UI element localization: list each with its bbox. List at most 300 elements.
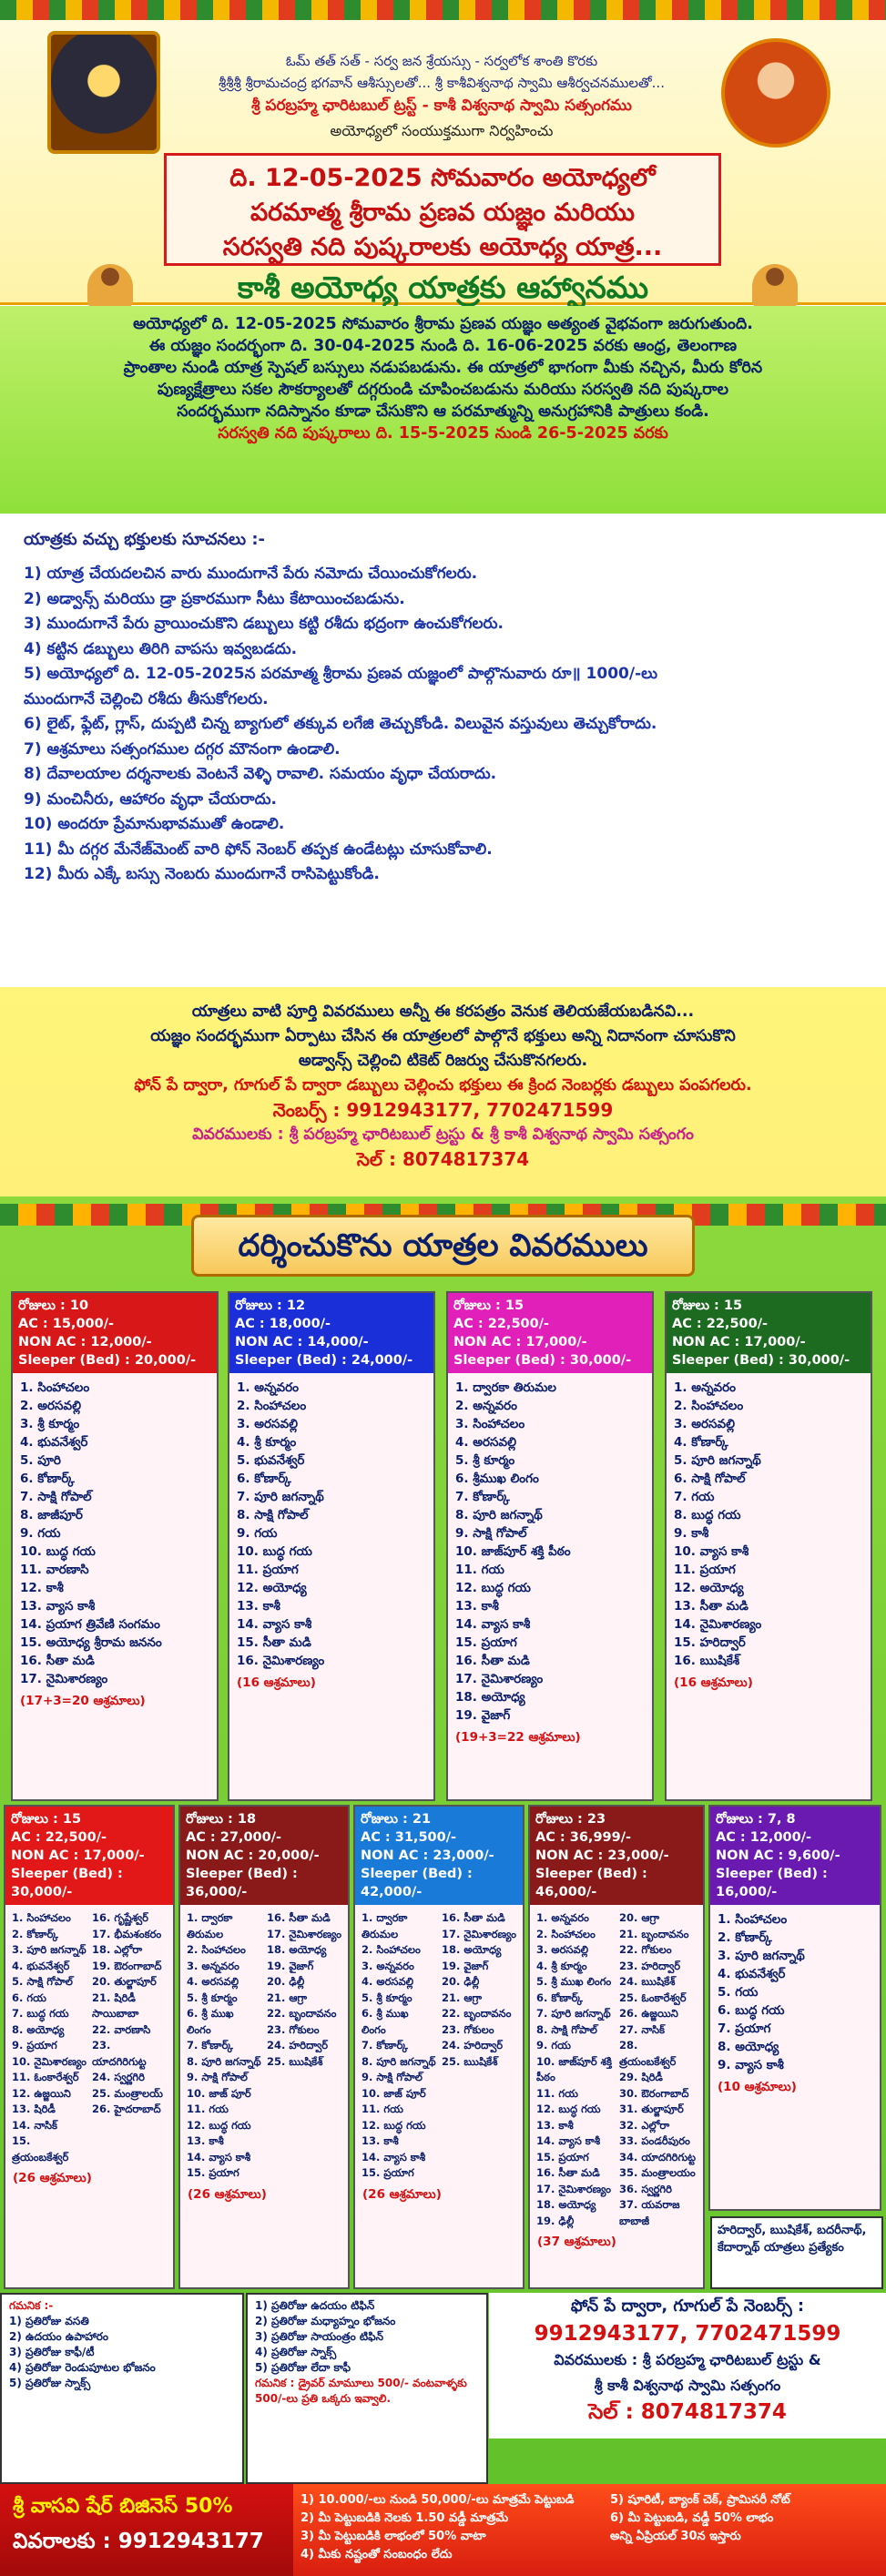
instructions xyxy=(0,514,886,987)
tour-nonac: NON AC : 23,000/- xyxy=(535,1848,669,1863)
swami-photo xyxy=(721,38,830,148)
tour-place: 14. వ్యాస కాశీ xyxy=(362,2150,426,2164)
tour-place: 17. నైమిశారణ్యం xyxy=(442,1927,516,1940)
tour-card xyxy=(528,1805,705,2289)
contact-block xyxy=(489,2293,886,2439)
tour-place: 8. బుద్ధ గయ xyxy=(674,1508,741,1522)
tour-place: 11. గయ xyxy=(455,1563,504,1577)
tour-place: 30. ఔరంగాబాద్ xyxy=(619,2086,689,2100)
tour-place: 15. ప్రయాగ xyxy=(362,2166,414,2179)
tour-days: రోజులు : 23 xyxy=(535,1812,606,1827)
tour-place: 29. షిరిడీ xyxy=(619,2071,663,2083)
tour-details-title: దర్శించుకొను యాత్రల వివరములు xyxy=(191,1215,695,1277)
instruction-item: 9) మంచినీరు, ఆహారం వృధా చేయరాదు. xyxy=(24,789,277,809)
tour-place: 5. సాక్షి గోపాల్ xyxy=(12,1975,73,1988)
tour-days: రోజులు : 15 xyxy=(672,1298,743,1313)
notes-mid xyxy=(246,2293,488,2484)
contact-line: ఫోన్ పే ద్వారా, గూగుల్ పే నెంబర్స్ : xyxy=(570,2296,805,2316)
tour-place: 16. సీతా మడి xyxy=(455,1654,530,1668)
deity-image xyxy=(47,31,160,154)
tour-ashrams: (16 ఆశ్రమాలు) xyxy=(674,1675,753,1690)
tour-place: 15. హరిద్వార్ xyxy=(674,1635,746,1650)
event-title-1: ది. 12-05-2025 సోమవారం అయోధ్యలో xyxy=(229,164,656,192)
intro-line: ఈ యజ్ఞం సందర్భంగా ది. 30-04-2025 నుండి ది. 16-06-2025 వరకు ఆంధ్ర, తెలంగాణ xyxy=(148,337,738,355)
instruction-item: 7) ఆశ్రమాలు సత్సంగముల దగ్గర మౌనంగా ఉండాలి. xyxy=(24,739,341,759)
tour-nonac: NON AC : 17,000/- xyxy=(11,1848,145,1863)
tour-place: 7. కోణార్క్ xyxy=(362,2039,408,2052)
footer-ad-phone: వివరాలకు : 9912943177 xyxy=(13,2530,264,2553)
tour-nonac: NON AC : 20,000/- xyxy=(186,1848,320,1863)
tour-place: 19. వైజాగ్ xyxy=(267,1959,314,1972)
tour-place: 18. అయోధ్య xyxy=(455,1690,525,1705)
notes-left-item: 4) ప్రతిరోజు రెండుపూటల భోజనం xyxy=(9,2361,156,2374)
tour-place: 22. వారణాసి xyxy=(92,2022,151,2036)
contact-org: వివరములకు : శ్రీ పరబ్రహ్మ ఛారిటబుల్ ట్రస్టు & శ్రీ కాశీ విశ్వనాథ స్వామి సత్సంగం xyxy=(192,1125,694,1144)
tour-place: 5. పూరి xyxy=(20,1453,61,1468)
tour-place: 26. హైదరాబాద్ xyxy=(92,2103,161,2115)
tour-place: 25. ఋషికేశ్ xyxy=(442,2054,498,2068)
tour-details-header xyxy=(0,1204,886,1286)
tour-ac: AC : 31,500/- xyxy=(361,1830,457,1845)
tour-place: 2. కోణార్క్ xyxy=(718,1930,772,1945)
tour-place: 7. బుద్ధ గయ xyxy=(12,2007,69,2020)
tour-place: 10. వ్యాస కాశీ xyxy=(674,1544,749,1559)
tour-place: 16. సీతా మడి xyxy=(20,1654,95,1668)
tour-card xyxy=(4,1805,175,2289)
tour-place: 20. ఆగ్రా xyxy=(619,1911,660,1924)
tour-place: 11. గయ xyxy=(536,2086,578,2100)
instruction-item: ముందుగానే చెల్లించి రశీదు తీసుకోగలరు. xyxy=(24,689,269,708)
tour-place: 11. గయ xyxy=(187,2103,229,2115)
tour-ashrams: (37 ఆశ్రమాలు) xyxy=(537,2235,616,2249)
tour-card xyxy=(11,1291,219,1801)
footer-term: 4) మీకు నష్టంతో సంబంధం లేదు xyxy=(300,2548,453,2561)
tour-place: 18. ఎల్లోరా xyxy=(92,1943,143,1956)
instruction-item: 8) దేవాలయాల దర్శనాలకు వెంటనే వెళ్ళి రావాలి. సమయం వృధా చేయరాదు. xyxy=(24,765,497,783)
tour-sleeper: Sleeper (Bed) : 42,000/- xyxy=(361,1867,473,1899)
tour-places-columns xyxy=(355,1905,523,2187)
tour-place: 4. శ్రీ కూర్మం xyxy=(237,1435,297,1450)
notes-mid-note: గమనిక : డ్రైవర్ మామూలు 500/- వంటవాళ్ళకు 500/-లు ప్రతి ఒక్కరు ఇవ్వాలి. xyxy=(255,2377,467,2405)
tour-place: 19. వైజాగ్ xyxy=(455,1708,511,1723)
tour-nonac: NON AC : 9,600/- xyxy=(716,1848,840,1863)
tour-place: 35. మంత్రాలయం xyxy=(619,2166,696,2179)
tour-place: 10. జాజ్ పూర్ xyxy=(362,2086,426,2100)
tour-place: 5. శ్రీ కూర్మం xyxy=(455,1453,515,1468)
tour-place: 36. స్వర్ణగిరి xyxy=(619,2182,672,2195)
footer-term: అన్ని ఏప్రియల్ 30న ఇస్తారు xyxy=(610,2530,741,2543)
instructions-list xyxy=(24,562,862,888)
tour-place: 24. హరిద్వార్ xyxy=(442,2039,504,2052)
tour-ac: AC : 22,500/- xyxy=(672,1317,769,1331)
tour-place: 16. సీతా మడి xyxy=(442,1911,505,1924)
notes-left xyxy=(0,2293,244,2484)
tour-card xyxy=(178,1805,350,2289)
tour-place: 12. కాశీ xyxy=(20,1581,64,1595)
tour-place: 10. జాజ్ పూర్ xyxy=(187,2086,251,2100)
tour-nonac: NON AC : 14,000/- xyxy=(235,1335,369,1349)
tour-places-columns xyxy=(5,1905,173,2171)
tour-place: 8. పూరి జగన్నాథ్ xyxy=(455,1508,543,1522)
tour-place: 15. ప్రయాగ xyxy=(187,2166,239,2179)
tour-card-header xyxy=(710,1807,880,1905)
tour-place: 32. ఎల్లోరా xyxy=(619,2118,670,2132)
tour-place: 14. వ్యాస కాశీ xyxy=(187,2150,251,2164)
tour-place: 14. నాసిక్ xyxy=(12,2118,58,2132)
tour-place: 6. శ్రీ ముఖ లింగం xyxy=(362,2007,409,2036)
tour-place: 1. అన్నవరం xyxy=(536,1911,589,1924)
tour-place: 21. షిరిడీ సాయిబాబా xyxy=(92,1991,139,2020)
tour-place: 4. అరసవల్లి xyxy=(455,1435,516,1450)
tour-place: 14. వ్యాస కాశీ xyxy=(455,1617,531,1632)
tour-place: 23. గోకులం xyxy=(267,2022,320,2036)
tour-places xyxy=(264,1909,344,2184)
notes-left-heading: గమనిక :- xyxy=(9,2299,54,2312)
tour-places xyxy=(9,1909,89,2167)
tour-place: 4. భువనేశ్వర్ xyxy=(12,1959,70,1972)
tour-place: 9. ప్రయాగ xyxy=(12,2039,57,2052)
tour-places xyxy=(229,1373,433,1675)
instruction-item: 11) మీ దగ్గర మేనేజ్‌మెంట్ వారి ఫోన్ నెంబర్ తప్పక ఉండేటట్లు చూసుకోవాలి. xyxy=(24,840,493,859)
tour-place: 21. ఆగ్రా xyxy=(442,1991,483,2004)
tour-place: 10. జాజ్‌పూర్ శక్తి పీఠం xyxy=(455,1544,571,1559)
tour-ac: AC : 22,500/- xyxy=(453,1317,550,1331)
notes-mid-item: 2) ప్రతిరోజు మధ్యాహ్నం భోజనం xyxy=(255,2315,396,2327)
tour-ashrams: (19+3=22 ఆశ్రమాలు) xyxy=(455,1730,581,1745)
footer-ad xyxy=(0,2484,293,2576)
tour-places xyxy=(13,1373,217,1694)
tour-places-columns xyxy=(180,1905,348,2187)
tour-place: 6. సాక్షి గోపాల్ xyxy=(674,1471,746,1486)
tour-place: 10. బుద్ధ గయ xyxy=(20,1544,96,1559)
tour-place: 4. అరసవల్లి xyxy=(362,1975,414,1988)
tour-places xyxy=(359,1909,439,2184)
tour-place: 1. ద్వారకా తిరుమల xyxy=(362,1911,408,1940)
tour-ac: AC : 36,999/- xyxy=(535,1830,632,1845)
tour-place: 20. ఢిల్లీ xyxy=(442,1975,480,1988)
tour-place: 14. నైమిశారణ్యం xyxy=(674,1617,762,1632)
tour-sleeper: Sleeper (Bed) : 30,000/- xyxy=(11,1867,123,1899)
cell-number: సెల్ : 8074817374 xyxy=(356,1148,530,1170)
tour-place: 3. అన్నవరం xyxy=(187,1959,239,1972)
tour-place: 9. కాశీ xyxy=(674,1526,709,1541)
tour-places xyxy=(184,1909,264,2184)
tour-place: 6. గయ xyxy=(12,1991,46,2004)
tour-place: 5. శ్రీ ముఖ లింగం xyxy=(536,1975,612,1988)
tour-place: 8. అయోధ్య xyxy=(718,2040,779,2054)
tour-place: 16. సీతా మడి xyxy=(267,1911,331,1924)
tour-place: 7. గయ xyxy=(674,1490,715,1504)
tour-place: 13. వ్యాస కాశీ xyxy=(20,1599,96,1614)
instruction-item: 3) ముందుగానే పేరు వ్రాయించుకొని డబ్బులు కట్టి రశీదు భద్రంగా ఉంచుకోగలరు. xyxy=(24,615,504,633)
tour-place: 3. అరసవల్లి xyxy=(237,1417,298,1431)
contact-numbers: 9912943177, 7702471599 xyxy=(534,2322,841,2346)
header-bunting xyxy=(0,0,886,20)
tour-place: 1. అన్నవరం xyxy=(674,1380,736,1395)
tour-place: 1. సింహాచలం xyxy=(20,1380,90,1395)
tour-place: 13. కాశీ xyxy=(455,1599,499,1614)
tour-place: 9. సాక్షి గోపాల్ xyxy=(362,2071,423,2083)
header-line-2: శ్రీశ్రీశ్రీ శ్రీరామచంద్ర భగవాన్ ఆశీస్సులతో... శ్రీ కాశీవిశ్వనాథ స్వామి ఆశీర్వచనములతో... xyxy=(219,75,665,91)
details-line: యాత్రలు వాటి పూర్తి వివరములు అన్నీ ఈ కరపత్రం వెనుక తెలియజేయబడినవి... xyxy=(191,1003,695,1021)
notes-mid-item: 4) ప్రతిరోజు స్నాక్స్ xyxy=(255,2346,337,2358)
tour-places xyxy=(534,1909,616,2231)
tour-place: 34. యాదగిరిగుట్ట xyxy=(619,2150,697,2164)
tour-place: 31. తుల్జాపూర్ xyxy=(619,2103,684,2115)
contact-line: శ్రీ కాశీ విశ్వనాథ స్వామి సత్సంగం xyxy=(594,2377,781,2394)
tour-place: 12. బుద్ధ గయ xyxy=(187,2118,251,2132)
instructions-heading: యాత్రకు వచ్చు భక్తులకు సూచనలు :- xyxy=(24,530,265,549)
tour-place: 37. యవరాజ బాబాజీ xyxy=(619,2198,680,2227)
tour-place: 26. ఉజ్జయిని xyxy=(619,2007,678,2020)
tour-place: 12. ఉజ్జయిని xyxy=(12,2086,71,2100)
header-line-4: అయోధ్యలో సంయుక్తముగా నిర్వహించు xyxy=(330,122,554,139)
tour-place: 12. అయోధ్య xyxy=(674,1581,744,1595)
notes-mid-item: 5) ప్రతిరోజు లేదా కాఫీ xyxy=(255,2361,351,2374)
tour-place: 18. అయోధ్య xyxy=(442,1943,502,1956)
tour-place: 4. భువనేశ్వర్ xyxy=(20,1435,88,1450)
tour-place: 4. కోణార్క్ xyxy=(674,1435,728,1450)
tour-sleeper: Sleeper (Bed) : 20,000/- xyxy=(18,1353,197,1368)
tour-place: 7. పూరి జగన్నాథ్ xyxy=(536,2007,611,2020)
tour-ac: AC : 22,500/- xyxy=(11,1830,107,1845)
tour-place: 14. ప్రయాగ త్రివేణి సంగమం xyxy=(20,1617,160,1632)
tour-card-header xyxy=(229,1293,433,1373)
tour-place: 3. పూరి జగన్నాథ్ xyxy=(12,1943,87,1956)
tour-place: 10. నైమిశారణ్యం xyxy=(12,2054,87,2068)
tour-place: 12. అయోధ్య xyxy=(237,1581,307,1595)
tour-place: 17. నైమిశారణ్యం xyxy=(455,1672,544,1686)
instruction-item: 2) అడ్వాన్స్ మరియు డ్రా ప్రకారముగా సీటు కేటాయించబడును. xyxy=(24,589,405,608)
tour-places xyxy=(448,1373,652,1730)
tour-card xyxy=(353,1805,524,2289)
event-title-box xyxy=(164,153,721,266)
tour-card-header xyxy=(180,1807,348,1905)
tour-place: 17. నైమిశారణ్యం xyxy=(267,1927,341,1940)
tour-place: 15. త్రయంబకేశ్వర్ xyxy=(12,2134,69,2164)
tour-place: 12. బుద్ధ గయ xyxy=(455,1581,531,1595)
tour-place: 6. కోణార్క్ xyxy=(237,1471,291,1486)
tour-places xyxy=(616,1909,699,2231)
tour-place: 22. బృందావనం xyxy=(267,2007,337,2020)
tour-place: 15. అయోధ్య శ్రీరామ జననం xyxy=(20,1635,162,1650)
tour-place: 3. సింహాచలం xyxy=(455,1417,525,1431)
details-band xyxy=(0,987,886,1196)
tour-places xyxy=(710,1905,880,2080)
tour-days: రోజులు : 15 xyxy=(453,1298,524,1313)
tour-days: రోజులు : 7, 8 xyxy=(716,1812,796,1827)
tour-card xyxy=(446,1291,654,1801)
tour-place: 7. కోణార్క్ xyxy=(187,2039,233,2052)
footer-term: 1) 10.000/-లు నుండి 50,000/-లు మాత్రమే పెట్టుబడి xyxy=(300,2493,575,2507)
tour-place: 10. జాజ్‌పూర్ శక్తి పీఠం xyxy=(536,2054,613,2083)
tour-place: 2. సింహాచలం xyxy=(674,1399,744,1413)
tour-places-columns xyxy=(530,1905,703,2235)
tour-sleeper: Sleeper (Bed) : 24,000/- xyxy=(235,1353,413,1368)
footer-terms-1 xyxy=(293,2484,603,2576)
tour-place: 11. ప్రయాగ xyxy=(237,1563,299,1577)
tour-place: 15. ప్రయాగ xyxy=(455,1635,517,1650)
tour-place: 13. కాశీ xyxy=(187,2134,224,2147)
tour-ac: AC : 27,000/- xyxy=(186,1830,282,1845)
tour-place: 33. పండరీపురం xyxy=(619,2134,690,2147)
tour-place: 1. ద్వారకా తిరుమల xyxy=(455,1380,556,1395)
tour-place: 3. అరసవల్లి xyxy=(536,1943,589,1956)
footer xyxy=(0,2484,886,2576)
intro-line: పుణ్యక్షేత్రాలు సకల సౌకర్యాలతో దగ్గరుండి చూపించబడును మరియు సరస్వతి నది పుష్కరాల xyxy=(157,381,729,399)
notes-left-item: 5) ప్రతిరోజు స్నాక్స్ xyxy=(9,2377,91,2389)
tour-place: 17. భీమశంకరం xyxy=(92,1927,162,1940)
tour-nonac: NON AC : 17,000/- xyxy=(453,1335,587,1349)
tour-place: 22. గోకులం xyxy=(619,1943,672,1956)
tour-place: 9. సాక్షి గోపాల్ xyxy=(187,2071,248,2083)
tour-ashrams: (16 ఆశ్రమాలు) xyxy=(237,1675,316,1690)
tour-place: 9. సాక్షి గోపాల్ xyxy=(455,1526,527,1541)
tour-days: రోజులు : 21 xyxy=(361,1812,432,1827)
tour-place: 9. గయ xyxy=(536,2039,571,2052)
tour-place: 9. వ్యాస కాశీ xyxy=(718,2058,784,2072)
tour-place: 11. గయ xyxy=(362,2103,403,2115)
tour-place: 9. గయ xyxy=(237,1526,278,1541)
tour-place: 2. సింహాచలం xyxy=(187,1943,246,1956)
tour-card-header xyxy=(355,1807,523,1905)
instruction-item: 6) లైట్, ఫ్లేట్, గ్లాస్, దుప్పటి చిన్న బ్యాగులో తక్కువ లగేజి తెచ్చుకోండి. విలువైన వస్తువులు తెచ్చుకోరాదు. xyxy=(24,715,657,733)
tour-place: 20. ఢిల్లీ xyxy=(267,1975,305,1988)
tour-place: 1. సింహాచలం xyxy=(718,1912,788,1927)
tour-place: 5. పూరి జగన్నాథ్ xyxy=(674,1453,761,1468)
tour-places xyxy=(89,1909,169,2167)
footer-terms-2 xyxy=(603,2484,886,2576)
tour-place: 8. సాక్షి గోపాల్ xyxy=(237,1508,309,1522)
tour-place: 2. సింహాచలం xyxy=(237,1399,307,1413)
tour-place: 14. వ్యాస కాశీ xyxy=(536,2134,601,2147)
notes-left-item: 2) ఉదయం ఉపాహారం xyxy=(9,2330,108,2343)
instruction-item: 4) కట్టిన డబ్బులు తిరిగి వాపసు ఇవ్వబడదు. xyxy=(24,639,298,658)
header xyxy=(0,0,886,305)
tour-places xyxy=(439,1909,519,2184)
tour-place: 2. కోణార్క్ xyxy=(12,1927,58,1940)
tour-place: 20. తుల్జాపూర్ xyxy=(92,1975,157,1988)
tour-place: 16. ఋషికేశ్ xyxy=(674,1654,740,1668)
tour-place: 2. సింహాచలం xyxy=(362,1943,421,1956)
tour-days: రోజులు : 15 xyxy=(11,1812,82,1827)
notes-mid-item: 3) ప్రతిరోజు సాయంత్రం టిఫిన్ xyxy=(255,2330,384,2343)
tour-place: 6. కోణార్క్ xyxy=(536,1991,583,2004)
tour-place: 7. ప్రయాగ xyxy=(718,2021,771,2036)
instruction-item: 1) యాత్ర చేయదలచిన వారు ముందుగానే పేరు నమోదు చేయించుకోగలరు. xyxy=(24,565,478,583)
intro-line: ప్రాంతాల నుండి యాత్ర స్పెషల్ బస్సులు నడుపబడును. ఈ యాత్రలో భాగంగా మీకు నచ్చిన, మీరు కోరిన xyxy=(123,359,763,377)
tour-place: 1. ద్వారకా తిరుమల xyxy=(187,1911,233,1940)
tour-place: 25. ఋషికేశ్ xyxy=(267,2054,323,2068)
phone-numbers: నెంబర్స్ : 9912943177, 7702471599 xyxy=(272,1099,614,1121)
tour-place: 16. సీతా మడి xyxy=(536,2166,600,2179)
details-line: యజ్ఞం సందర్భముగా ఏర్పాటు చేసిన ఈ యాత్రలలో పాల్గొనే భక్తులు అన్ని నిదానంగా చూసుకొని xyxy=(150,1027,736,1045)
tour-place: 1. అన్నవరం xyxy=(237,1380,299,1395)
instruction-item: 10) అందరూ ప్రేమానుభావముతో ఉండాలి. xyxy=(24,815,285,833)
details-line: ఫోన్ పే ద్వారా, గూగుల్ పే ద్వారా డబ్బులు చెల్లించు భక్తులు ఈ క్రింద నెంబర్లకు డబ్బులు పంపగలరు. xyxy=(134,1076,752,1095)
tour-nonac: NON AC : 23,000/- xyxy=(361,1848,494,1863)
tour-place: 19. వైజాగ్ xyxy=(442,1959,489,1972)
tour-place: 6. శ్రీముఖ లింగం xyxy=(455,1471,539,1486)
tour-place: 1. సింహాచలం xyxy=(12,1911,71,1924)
tour-place: 15. సీతా మడి xyxy=(237,1635,311,1650)
tour-place: 16. గృష్ణేశ్వర్ xyxy=(92,1911,148,1924)
tour-sleeper: Sleeper (Bed) : 30,000/- xyxy=(453,1353,632,1368)
tour-place: 8. అయోధ్య xyxy=(12,2022,65,2036)
tour-place: 21. ఆగ్రా xyxy=(267,1991,308,2004)
tour-place: 4. భువనేశ్వర్ xyxy=(718,1967,786,1981)
instruction-item: 12) మీరు ఎక్కే బస్సు నెంబరు ముందుగానే రాసిపెట్టుకోండి. xyxy=(24,865,380,883)
tour-place: 8. పూరి జగన్నాథ్ xyxy=(187,2054,261,2068)
tour-place: 23. హరిద్వార్ xyxy=(619,1959,681,1972)
tour-nonac: NON AC : 17,000/- xyxy=(672,1335,806,1349)
tour-sleeper: Sleeper (Bed) : 36,000/- xyxy=(186,1867,298,1899)
tour-place: 11. ఓంకారేశ్వర్ xyxy=(12,2071,79,2083)
tour-place: 23. యాదగిరిగుట్ట xyxy=(92,2039,147,2068)
tour-ac: AC : 12,000/- xyxy=(716,1830,812,1845)
instruction-item: 5) అయోధ్యలో ది. 12-05-2025న పరమాత్మ శ్రీరామ ప్రణవ యజ్ఞంలో పాల్గొనువారు రూ॥ 1000/-లు xyxy=(24,665,658,683)
details-line: అడ్వాన్స్ చెల్లించి టికెట్ రిజర్వు చేసుకొనగలరు. xyxy=(298,1052,588,1070)
tour-place: 5. భువనేశ్వర్ xyxy=(237,1453,305,1468)
tour-card xyxy=(708,1805,881,2211)
tour-place: 2. అరసవల్లి xyxy=(20,1399,81,1413)
tour-place: 13. షిరిడీ xyxy=(12,2103,56,2115)
tour-place: 8. పూరి జగన్నాథ్ xyxy=(362,2054,436,2068)
tour-card xyxy=(228,1291,435,1801)
tour-nonac: NON AC : 12,000/- xyxy=(18,1335,152,1349)
tour-place: 13. కాశీ xyxy=(362,2134,399,2147)
tour-place: 17. నైమిశారణ్యం xyxy=(536,2182,611,2195)
event-title-3: సరస్వతి నది పుష్కరాలకు అయోధ్య యాత్ర... xyxy=(222,233,663,261)
notes-left-item: 1) ప్రతిరోజు వసతి xyxy=(9,2315,89,2327)
tour-card-header xyxy=(530,1807,703,1905)
intro-line: సందర్భముగా నదిస్నానం కూడా చేసుకొని ఆ పరమాత్మున్ని అనుగ్రహానికి పాత్రులు కండి. xyxy=(177,402,709,421)
contact-cell: సెల్ : 8074817374 xyxy=(588,2400,787,2424)
tour-place: 12. బుద్ధ గయ xyxy=(536,2103,601,2115)
tour-card xyxy=(665,1291,872,1801)
tour-place: 18. అయోధ్య xyxy=(267,1943,327,1956)
tour-place: 4. శ్రీ కూర్మం xyxy=(536,1959,587,1972)
tour-place: 28. త్రయంబకేశ్వర్ xyxy=(619,2039,677,2068)
contact-line: వివరములకు : శ్రీ పరబ్రహ్మ ఛారిటబుల్ ట్రస్టు & xyxy=(554,2351,821,2368)
tour-place: 12. బుద్ధ గయ xyxy=(362,2118,426,2132)
tour-sleeper: Sleeper (Bed) : 30,000/- xyxy=(672,1353,850,1368)
tour-card-header xyxy=(667,1293,871,1373)
tour-place: 13. సీతా మడి xyxy=(674,1599,749,1614)
tour-ac: AC : 18,000/- xyxy=(235,1317,331,1331)
footer-term: 5) షూరిటీ, బ్యాంక్ చెక్, ప్రామిసరీ నోట్ xyxy=(610,2493,790,2507)
tour-place: 5. శ్రీ కూర్మం xyxy=(187,1991,238,2004)
tour-days: రోజులు : 12 xyxy=(235,1298,306,1313)
notes-left-item: 3) ప్రతిరోజు కాఫీ/టీ xyxy=(9,2346,95,2358)
tour-sleeper: Sleeper (Bed) : 16,000/- xyxy=(716,1867,828,1899)
invitation-heading: కాశీ అయోధ్య యాత్రకు ఆహ్వానము xyxy=(237,270,649,305)
tour-place: 24. ఋషికేశ్ xyxy=(619,1975,676,1988)
tour-card-header xyxy=(13,1293,217,1373)
tour-places xyxy=(667,1373,871,1675)
tour-ashrams: (17+3=20 ఆశ్రమాలు) xyxy=(20,1694,146,1708)
tour-days: రోజులు : 10 xyxy=(18,1298,89,1313)
tour-place: 9. గయ xyxy=(20,1526,61,1541)
tour-place: 7. కోణార్క్ xyxy=(455,1490,510,1504)
tour-place: 7. పూరి జగన్నాథ్ xyxy=(237,1490,324,1504)
tour-ashrams: (10 ఆశ్రమాలు) xyxy=(718,2080,797,2094)
tour-card-header xyxy=(5,1807,173,1905)
intro-band xyxy=(0,306,886,514)
header-line-3: శ్రీ పరబ్రహ్మ ఛారిటబుల్ ట్రస్ట్ - కాశీ విశ్వనాథ స్వామి సత్సంగము xyxy=(251,97,632,115)
tour-place: 25. ఓంకారేశ్వర్ xyxy=(619,1991,687,2004)
tour-place: 7. సాక్షి గోపాల్ xyxy=(20,1490,92,1504)
